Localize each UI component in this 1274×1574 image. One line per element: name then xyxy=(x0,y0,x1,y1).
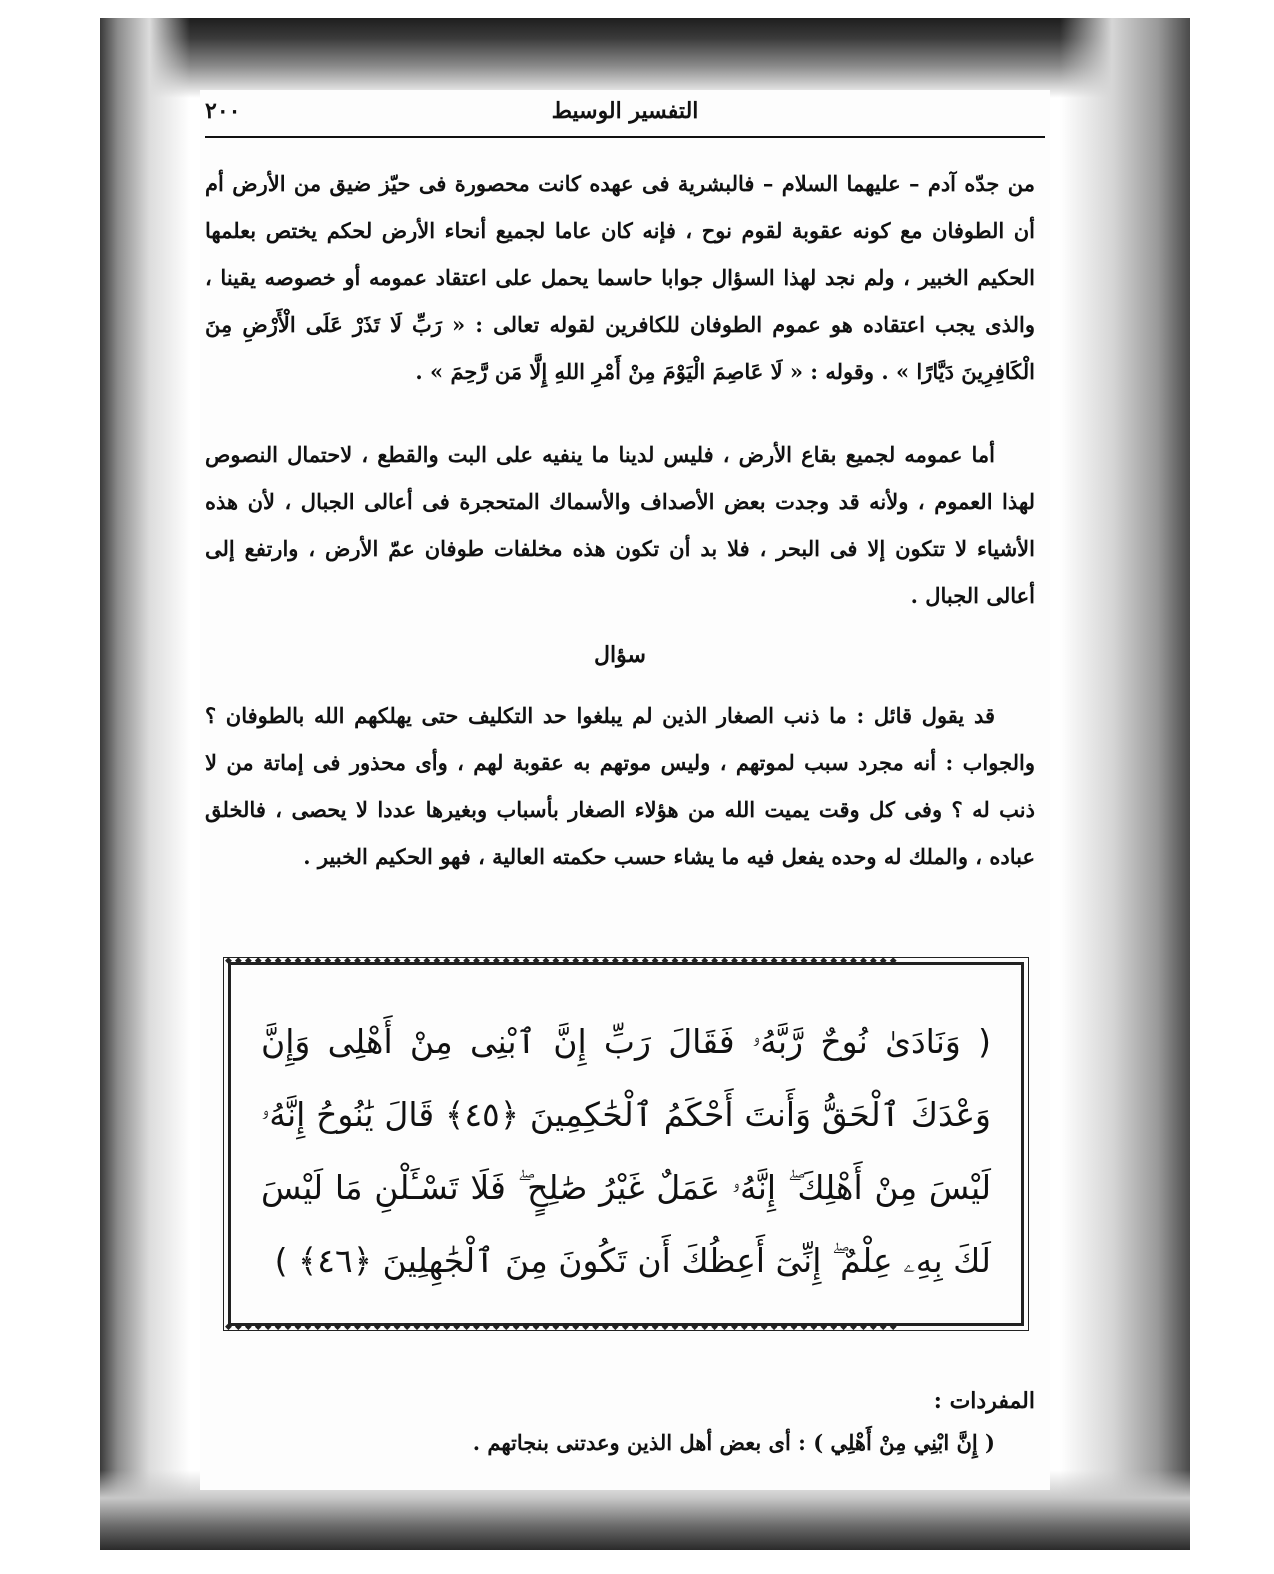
vocabulary-entry xyxy=(205,1430,995,1455)
page-number: ٢٠٠ xyxy=(205,98,241,124)
vocabulary-term: ( إِنَّ ابْنِي مِنْ أَهْلِي ) xyxy=(813,1430,995,1455)
scan-edge-left xyxy=(100,18,190,1548)
paragraph-3: قد يقول قائل : ما ذنب الصغار الذين لم يبلغوا حد التكليف حتى يهلكهم الله بالطوفان ؟ والجواب : أنه مجرد سبب لموتهم ، وليس موتهم به عقوبة لهم ، وأى محذور فى إماتة من لا ذنب له ؟ وفى كل وقت يميت الله من هؤلاء الصغار بأسباب وبغيرها عددا لا يحصى ، فالخلق عباده ، والملك له وحده يفعل فيه ما يشاء حسب حكمته العالية ، فهو الحكيم الخبير . xyxy=(205,703,1035,869)
ornament-border-bottom: ◆◆◆◆◆◆◆◆◆◆◆◆◆◆◆◆◆◆◆◆◆◆◆◆◆◆◆◆◆◆◆◆◆◆◆◆◆◆◆◆◆◆◆◆◆◆◆◆◆◆◆◆◆◆◆◆◆◆◆◆◆◆◆◆◆◆◆◆ xyxy=(225,1322,900,1332)
vocabulary-definition: : أى بعض أهل الذين وعدتنى بنجاتهم . xyxy=(472,1430,806,1455)
scan-edge-top xyxy=(100,18,1190,98)
paragraph-1: من جدّه آدم – عليهما السلام – فالبشرية فى عهده كانت محصورة فى حيّز ضيق من الأرض أم أن الطوفان مع كونه عقوبة لقوم نوح ، فإنه كان عاما لجميع أنحاء الأرض لحكم يختص بعلمها الحكيم الخبير ، ولم نجد لهذا السؤال جوابا حاسما يحمل على اعتقاد عمومه أو خصوصه يقينا ، والذى يجب اعتقاده هو عموم الطوفان للكافرين لقوله تعالى : « رَبِّ لَا تَذَرْ عَلَى الْأَرْضِ مِنَ الْكَافِرِينَ دَيَّارًا » . وقوله : « لَا عَاصِمَ الْيَوْمَ مِنْ أَمْرِ اللهِ إِلَّا مَن رَّحِمَ » . xyxy=(205,171,1035,384)
vocabulary-heading: المفردات : xyxy=(933,1388,1035,1414)
quran-verse-box xyxy=(225,956,1024,1332)
page-header xyxy=(205,96,1045,138)
paragraph-2: أما عمومه لجميع بقاع الأرض ، فليس لدينا ما ينفيه على البت والقطع ، لاحتمال النصوص لهذا العموم ، ولأنه قد وجدت بعض الأصداف والأسماك المتحجرة فى أعالى الجبال ، لأن هذه الأشياء لا تتكون إلا فى البحر ، فلا بد أن تكون هذه مخلفات طوفان عمّ الأرض ، وارتفع إلى أعالى الجبال . xyxy=(205,442,1035,608)
running-title: التفسير الوسيط xyxy=(551,98,699,124)
scan-edge-right xyxy=(1060,18,1190,1548)
quran-verse-text: ( وَنَادَىٰ نُوحٌ رَّبَّهُۥ فَقَالَ رَبِّ إِنَّ ٱبْنِى مِنْ أَهْلِى وَإِنَّ وَعْدَكَ ٱلْحَقُّ وَأَنتَ أَحْكَمُ ٱلْحَٰكِمِينَ ﴿٤٥﴾ قَالَ يَٰنُوحُ إِنَّهُۥ لَيْسَ مِنْ أَهْلِكَ ۖ إِنَّهُۥ عَمَلٌ غَيْرُ صَٰلِحٍ ۖ فَلَا تَسْـَٔلْنِ مَا لَيْسَ لَكَ بِهِۦ عِلْمٌ ۖ إِنِّىٓ أَعِظُكَ أَن تَكُونَ مِنَ ٱلْجَٰهِلِينَ ﴿٤٦﴾ ) xyxy=(261,1022,991,1280)
ornament-border-top: ◆◆◆◆◆◆◆◆◆◆◆◆◆◆◆◆◆◆◆◆◆◆◆◆◆◆◆◆◆◆◆◆◆◆◆◆◆◆◆◆◆◆◆◆◆◆◆◆◆◆◆◆◆◆◆◆◆◆◆◆◆◆◆◆◆◆◆◆ xyxy=(225,956,900,966)
section-heading-question: سؤال xyxy=(594,642,646,668)
